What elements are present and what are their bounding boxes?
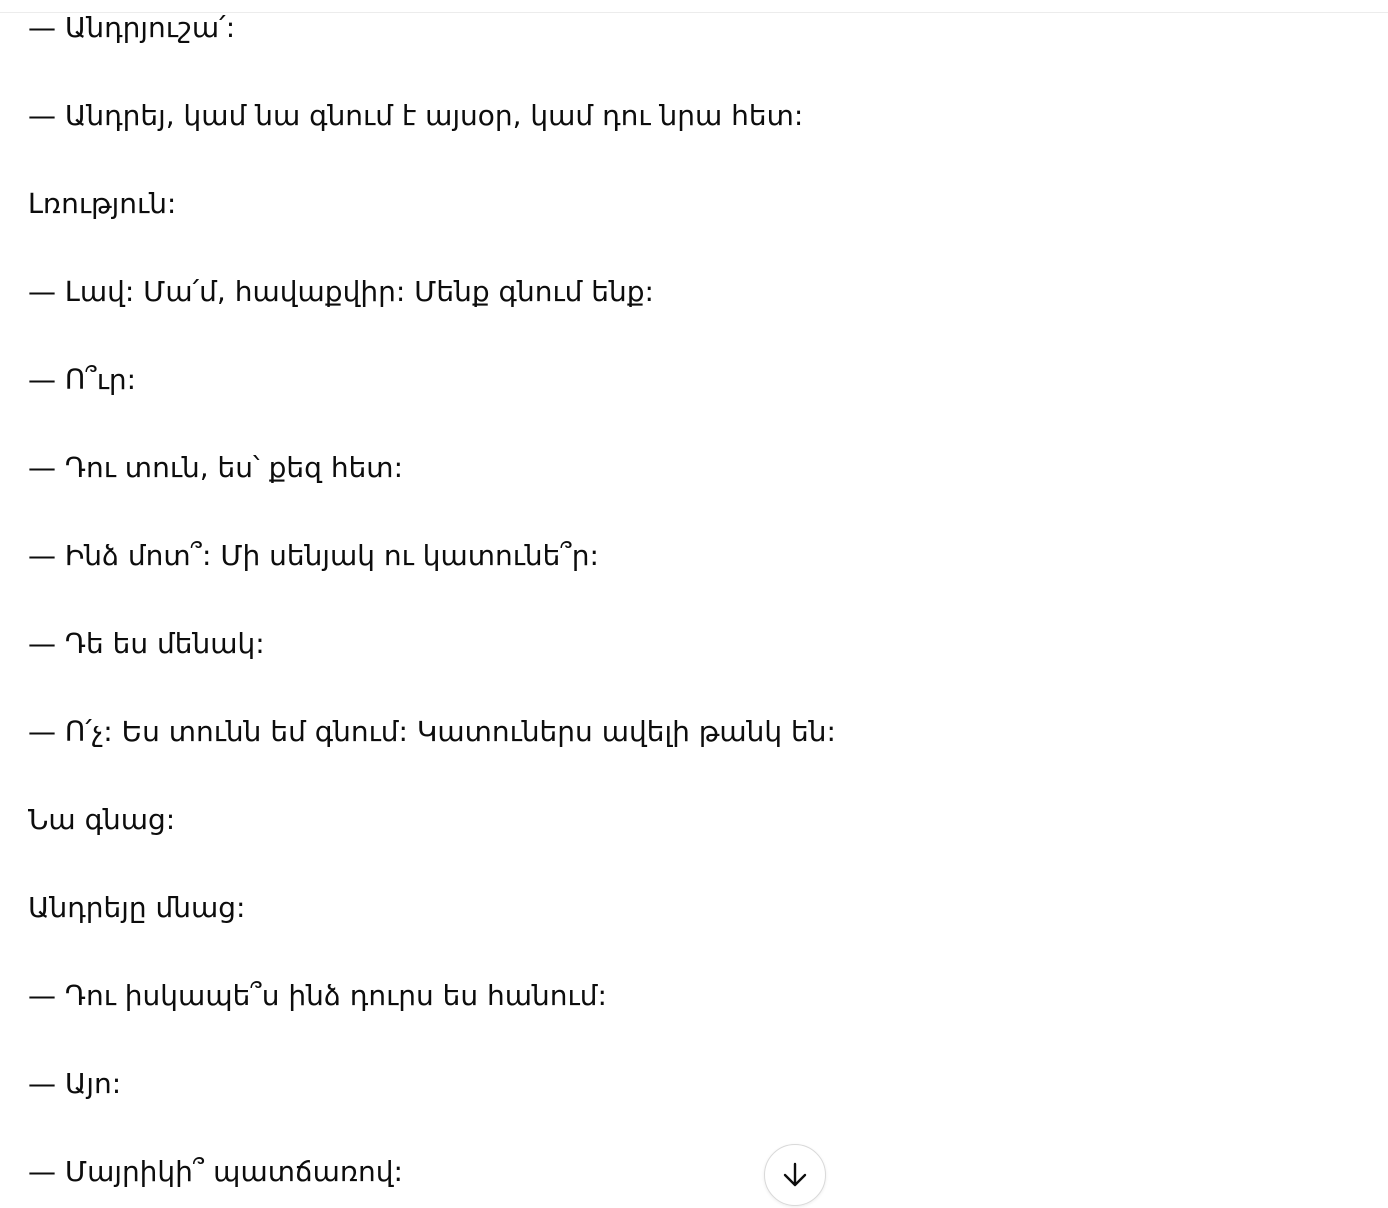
scroll-to-bottom-button[interactable] [764, 1144, 826, 1206]
message-line: Լռություն: [28, 187, 177, 220]
arrow-down-icon [780, 1160, 810, 1190]
message-line: Նա գնաց: [28, 803, 176, 836]
message-line: — Մայրիկի՞ պատճառով: [28, 1155, 403, 1188]
message-line: — Ո՞ւր: [28, 363, 137, 396]
message-line: — Անդրեյ, կամ նա գնում է այսօր, կամ դու նրա հետ: [28, 99, 804, 132]
message-line: — Ինձ մոտ՞: Մի սենյակ ու կատունե՞ր: [28, 539, 599, 572]
message-line: — Այո: [28, 1067, 122, 1100]
message-line: Անդրեյը մնաց: [28, 891, 246, 924]
message-line: — Դու իսկապե՞ս ինձ դուրս ես հանում: [28, 979, 607, 1012]
message-line: — Ո՛չ: Ես տունն եմ գնում: Կատուներս ավելի թանկ են: [28, 715, 836, 748]
message-line: — Դե ես մենակ: [28, 627, 265, 660]
message-line: — Դու տուն, ես՝ քեզ հետ: [28, 451, 404, 484]
message-line: — Անդրյուշա՛: [28, 11, 236, 44]
message-line: — Լավ: Մա՛մ, հավաքվիր: Մենք գնում ենք: [28, 275, 654, 308]
